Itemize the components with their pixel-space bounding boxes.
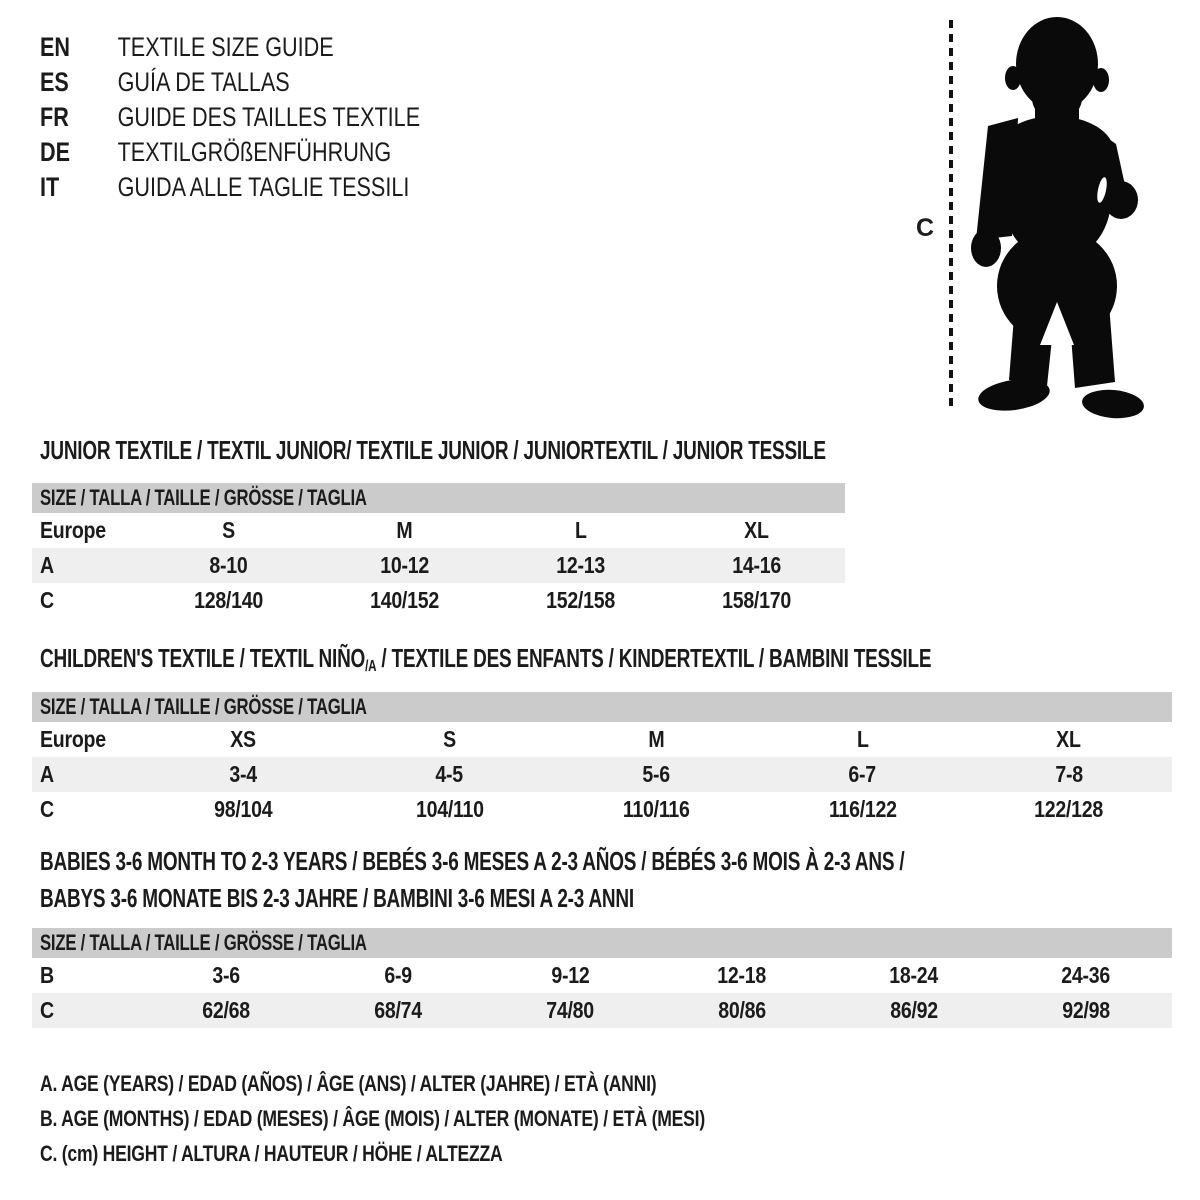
language-guide-title: TEXTILGRÖßENFÜHRUNG — [117, 137, 392, 167]
size-cell: 80/86 — [718, 997, 766, 1023]
size-cell: 104/110 — [415, 796, 484, 822]
size-cell: XL — [744, 517, 770, 543]
size-header-label: SIZE / TALLA / TAILLE / GRÖSSE / TAGLIA — [40, 694, 367, 719]
row-label: C — [40, 796, 54, 822]
table-row — [32, 993, 1172, 1028]
size-header-bar — [32, 692, 1172, 722]
table-title-line: JUNIOR TEXTILE / TEXTIL JUNIOR/ TEXTILE JUNIOR / JUNIORTEXTIL / JUNIOR TESSILE — [40, 435, 826, 465]
row-label: A — [40, 761, 54, 787]
row-label: C — [40, 997, 54, 1023]
table-title — [40, 843, 1200, 917]
size-cell: 4-5 — [435, 761, 464, 787]
size-cell: S — [221, 517, 235, 543]
size-cell: 12-13 — [556, 552, 605, 578]
junior-textile-section — [32, 432, 845, 622]
measure-c-label: C — [916, 214, 935, 242]
table-row — [32, 757, 1172, 792]
size-cell: 14-16 — [732, 552, 782, 578]
size-cell: 18-24 — [889, 962, 939, 988]
size-cell: 122/128 — [1034, 796, 1104, 822]
size-header-label: SIZE / TALLA / TAILLE / GRÖSSE / TAGLIA — [40, 485, 367, 510]
table-row — [32, 548, 845, 583]
size-cell: 92/98 — [1062, 997, 1110, 1023]
size-cell: L — [574, 517, 587, 543]
size-cell: 24-36 — [1061, 962, 1111, 988]
language-code: IT — [40, 172, 60, 202]
table-title-line: CHILDREN'S TEXTILE / TEXTIL NIÑO/A / TEXTILE DES ENFANTS / KINDERTEXTIL / BAMBINI TESSILE — [40, 643, 932, 675]
size-cell: 6-9 — [384, 962, 412, 988]
table-row — [32, 958, 1172, 993]
language-row — [40, 170, 515, 205]
size-cell: 8-10 — [209, 552, 248, 578]
language-row — [40, 135, 515, 170]
measurement-legend — [40, 1066, 871, 1171]
table-title — [40, 640, 1200, 677]
size-cell: M — [396, 517, 413, 543]
language-row — [40, 65, 515, 100]
row-label: B — [40, 962, 54, 988]
size-cell: 86/92 — [890, 997, 938, 1023]
size-cell: 158/170 — [722, 587, 792, 613]
row-label: A — [40, 552, 54, 578]
size-cell: 6-7 — [848, 761, 877, 787]
table-title-line: BABIES 3-6 MONTH TO 2-3 YEARS / BEBÉS 3-6 MESES A 2-3 AÑOS / BÉBÉS 3-6 MOIS À 2-3 ANS / — [40, 846, 905, 876]
toddler-silhouette — [971, 17, 1145, 421]
size-cell: 5-6 — [642, 761, 670, 787]
table-rows — [32, 722, 1172, 827]
language-code: ES — [40, 67, 69, 97]
table-title-line: BABYS 3-6 MONATE BIS 2-3 JAHRE / BAMBINI 3-6 MESI A 2-3 ANNI — [40, 883, 634, 913]
size-cell: L — [856, 726, 869, 752]
size-cell: 110/116 — [622, 796, 690, 822]
table-row — [32, 792, 1172, 827]
legend-line: B. AGE (MONTHS) / EDAD (MESES) / ÂGE (MOIS) / ALTER (MONATE) / ETÀ (MESI) — [40, 1105, 705, 1131]
size-header-bar — [32, 483, 845, 513]
row-label: C — [40, 587, 54, 613]
size-cell: 68/74 — [374, 997, 422, 1023]
size-cell: 74/80 — [546, 997, 594, 1023]
language-row — [40, 100, 515, 135]
size-cell: S — [443, 726, 456, 752]
table-row — [32, 722, 1172, 757]
row-label: Europe — [40, 517, 106, 543]
height-measure-figure — [900, 14, 1160, 426]
size-cell: 140/152 — [369, 587, 439, 613]
size-cell: 116/122 — [828, 796, 897, 822]
size-cell: 98/104 — [214, 796, 273, 822]
language-row — [40, 30, 515, 65]
table-row — [32, 583, 845, 618]
language-list — [40, 30, 515, 205]
language-guide-title: GUIDE DES TAILLES TEXTILE — [117, 102, 421, 132]
size-cell: 3-4 — [229, 761, 257, 787]
table-title — [40, 432, 1116, 469]
size-cell: 12-18 — [717, 962, 767, 988]
size-header-label: SIZE / TALLA / TAILLE / GRÖSSE / TAGLIA — [40, 930, 367, 955]
size-header-bar — [32, 928, 1172, 958]
table-rows — [32, 958, 1172, 1028]
size-cell: 62/68 — [202, 997, 250, 1023]
table-row — [32, 513, 845, 548]
row-label: Europe — [40, 726, 106, 752]
size-cell: 7-8 — [1055, 761, 1083, 787]
legend-line: C. (cm) HEIGHT / ALTURA / HAUTEUR / HÖHE / ALTEZZA — [40, 1140, 503, 1166]
language-guide-title: GUIDA ALLE TAGLIE TESSILI — [117, 172, 410, 202]
size-cell: 152/158 — [546, 587, 616, 613]
toddler-silhouette-image — [900, 14, 1160, 426]
size-cell: M — [647, 726, 665, 752]
language-code: FR — [40, 102, 69, 132]
language-code: DE — [40, 137, 71, 167]
size-cell: XL — [1056, 726, 1082, 752]
language-code: EN — [40, 32, 71, 62]
legend-line: A. AGE (YEARS) / EDAD (AÑOS) / ÂGE (ANS) / ALTER (JAHRE) / ETÀ (ANNI) — [40, 1070, 657, 1096]
size-cell: XS — [230, 726, 256, 752]
childrens-textile-section — [32, 640, 1172, 830]
size-cell: 10-12 — [380, 552, 429, 578]
language-guide-title: GUÍA DE TALLAS — [117, 67, 290, 97]
babies-textile-section — [32, 843, 1172, 1033]
size-cell: 9-12 — [550, 962, 590, 988]
size-cell: 128/140 — [193, 587, 263, 613]
size-cell: 3-6 — [212, 962, 240, 988]
table-rows — [32, 513, 845, 618]
language-guide-title: TEXTILE SIZE GUIDE — [117, 32, 334, 62]
